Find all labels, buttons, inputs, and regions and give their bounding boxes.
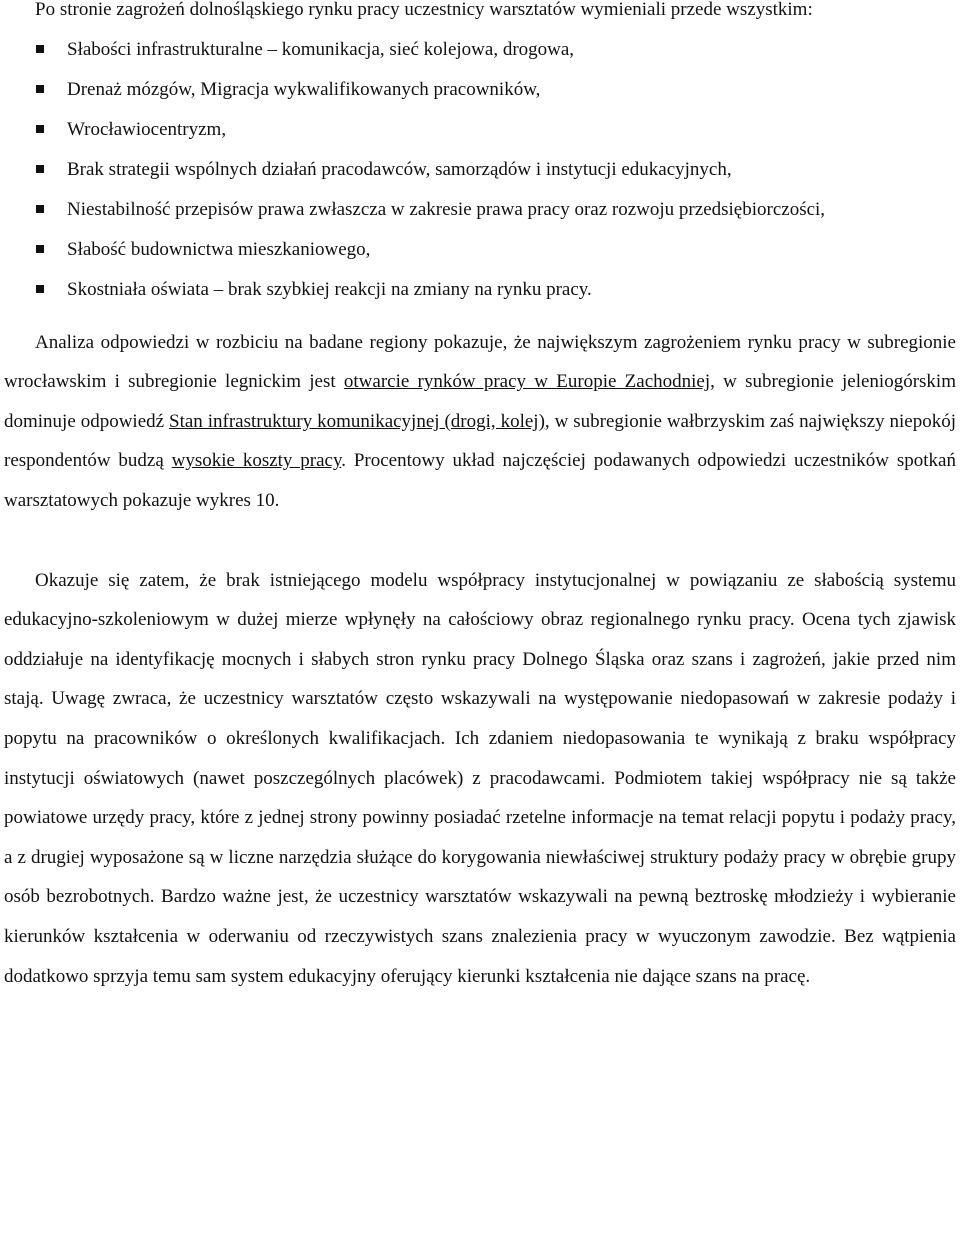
- list-item: [4, 230, 956, 270]
- list-item-text: Brak strategii wspólnych działań pracodawców, samorządów i instytucji edukacyjnych,: [67, 158, 732, 180]
- analysis-text-2: , w subregionie jeleniogórskim dominuje odpowiedź: [4, 371, 956, 432]
- conclusion-paragraph: Okazuje się zatem, że brak istniejącego modelu współpracy instytucjonalnej w powiązaniu ze słabością systemu edukacyjno-szkoleniowym w dużej mierze wpłynęły na całościowy obraz regionalnego rynku pracy. Ocena tych zjawisk oddziałuje na identyfikację mocnych i słabych stron rynku pracy Dolnego Śląska oraz szans i zagrożeń, jakie przed nim stają. Uwagę zwraca, że uczestnicy warsztatów często wskazywali na występowanie niedopasowań w zakresie podaży i popytu na pracowników o określonych kwalifikacjach. Ich zdaniem niedopasowania te wynikają z braku współpracy instytucji oświatowych (nawet poszczególnych placówek) z pracodawcami. Podmiotem takiej współpracy nie są także powiatowe urzędy pracy, które z jednej strony powinny posiadać rzetelne informacje na temat relacji popytu i podaży pracy, a z drugiej wyposażone są w liczne narzędzia służące do korygowania niewłaściwej struktury podaży pracy w obrębie grupy osób bezrobotnych. Bardzo ważne jest, że uczestnicy warsztatów wskazywali na pewną beztroskę młodzieży i wybieranie kierunków kształcenia w oderwaniu od rzeczywistych szans znalezienia pracy w wyuczonym zawodzie. Bez wątpienia dodatkowo sprzyja temu sam system edukacyjny oferujący kierunki kształcenia nie dające szans na pracę.: [4, 569, 956, 987]
- list-item: [4, 30, 956, 70]
- list-item-text: Niestabilność przepisów prawa zwłaszcza w zakresie prawa pracy oraz rozwoju przedsiębiorczości,: [67, 198, 826, 220]
- square-bullet-icon: [36, 85, 44, 93]
- list-item: [4, 270, 956, 310]
- analysis-emphasis-labour-costs: wysokie koszty pracy: [171, 450, 342, 472]
- analysis-text-4: . Procentowy układ najczęściej podawanych odpowiedzi uczestników spotkań warsztatowych pokazuje wykres 10.: [4, 450, 956, 511]
- threats-list: [4, 30, 956, 310]
- analysis-paragraph: [4, 323, 956, 521]
- list-item-text: Skostniała oświata – brak szybkiej reakcji na zmiany na rynku pracy.: [67, 278, 592, 300]
- list-item-text: Wrocławiocentryzm,: [67, 118, 227, 140]
- list-item-text: Słabości infrastrukturalne – komunikacja, sieć kolejowa, drogowa,: [67, 38, 575, 60]
- analysis-text-1: Analiza odpowiedzi w rozbiciu na badane regiony pokazuje, że największym zagrożeniem rynku pracy w subregionie wrocławskim i subregionie legnickim jest: [4, 331, 956, 393]
- list-item: [4, 70, 956, 110]
- list-item: [4, 190, 956, 230]
- square-bullet-icon: [36, 205, 44, 213]
- intro-paragraph: Po stronie zagrożeń dolnośląskiego rynku pracy uczestnicy warsztatów wymieniali przede wszystkim:: [35, 0, 813, 20]
- analysis-text-3: , w subregionie wałbrzyskim zaś największy niepokój respondentów budzą: [4, 410, 957, 472]
- analysis-emphasis-infrastructure: Stan infrastruktury komunikacyjnej (drogi, kolej): [169, 410, 545, 432]
- list-item: [4, 150, 956, 190]
- square-bullet-icon: [36, 45, 44, 53]
- list-item-text: Słabość budownictwa mieszkaniowego,: [67, 238, 371, 260]
- square-bullet-icon: [36, 285, 44, 293]
- list-item: [4, 110, 956, 150]
- list-item-text: Drenaż mózgów, Migracja wykwalifikowanych pracowników,: [67, 78, 541, 100]
- square-bullet-icon: [36, 245, 44, 253]
- analysis-emphasis-western-europe: otwarcie rynków pracy w Europie Zachodniej: [343, 371, 711, 393]
- square-bullet-icon: [36, 125, 44, 133]
- square-bullet-icon: [36, 165, 44, 173]
